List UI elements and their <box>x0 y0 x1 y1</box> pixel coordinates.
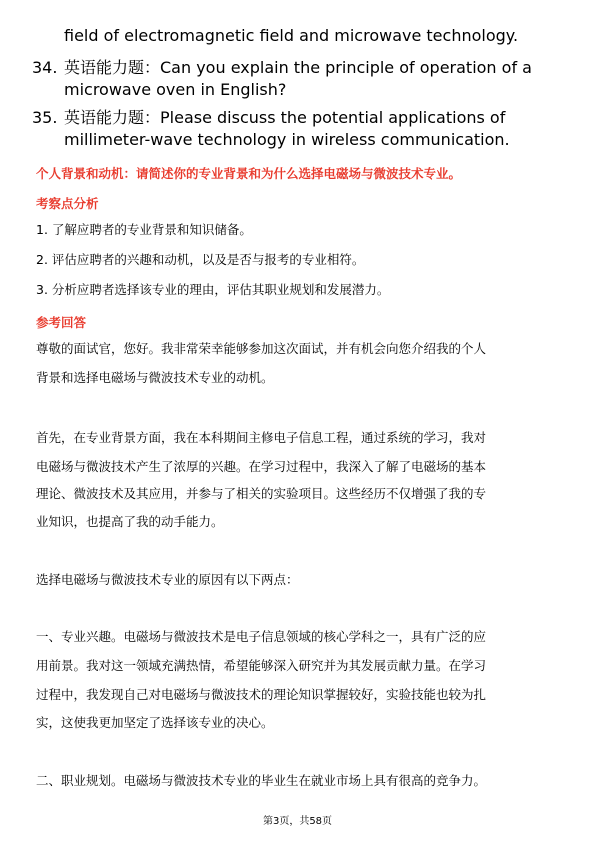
answer-line: 过程中，我发现自己对电磁场与微波技术的理论知识掌握较好，实验技能也较为扎 <box>36 687 487 702</box>
question-34-number: 34. <box>32 58 58 77</box>
answer-line: 电磁场与微波技术产生了浓厚的兴趣。在学习过程中，我深入了解了电磁场的基本 <box>36 459 487 474</box>
section-title: 个人背景和动机：请简述你的专业背景和为什么选择电磁场与微波技术专业。 <box>36 166 462 181</box>
question-35-number: 35. <box>32 108 58 127</box>
answer-line: 背景和选择电磁场与微波技术专业的动机。 <box>36 370 274 385</box>
answer-line: 实，这使我更加坚定了选择该专业的决心。 <box>36 715 274 730</box>
question-35-line1: 英语能力题：Please discuss the potential applications of <box>64 108 506 127</box>
answer-line: 选择电磁场与微波技术专业的原因有以下两点： <box>36 572 299 587</box>
answer-line: 用前景。我对这一领域充满热情，希望能够深入研究并为其发展贡献力量。在学习 <box>36 658 487 673</box>
answer-line: 一、专业兴趣。电磁场与微波技术是电子信息领域的核心学科之一，具有广泛的应 <box>36 629 487 644</box>
analysis-item: 1. 了解应聘者的专业背景和知识储备。 <box>36 222 252 237</box>
answer-line: 首先，在专业背景方面，我在本科期间主修电子信息工程，通过系统的学习，我对 <box>36 430 487 445</box>
answer-heading: 参考回答 <box>36 315 87 330</box>
page-number: 第3页，共58页 <box>262 816 333 827</box>
question-35-line2: millimeter-wave technology in wireless communication. <box>64 130 510 149</box>
question-34-line1: 英语能力题：Can you explain the principle of operation of a <box>64 58 532 77</box>
answer-line: 二、职业规划。电磁场与微波技术专业的毕业生在就业市场上具有很高的竞争力。 <box>36 773 487 788</box>
answer-line: 尊敬的面试官，您好。我非常荣幸能够参加这次面试，并有机会向您介绍我的个人 <box>36 341 487 356</box>
analysis-item: 3. 分析应聘者选择该专业的理由，评估其职业规划和发展潜力。 <box>36 282 390 297</box>
answer-line: 理论、微波技术及其应用，并参与了相关的实验项目。这些经历不仅增强了我的专 <box>36 486 487 501</box>
analysis-heading: 考察点分析 <box>36 196 99 211</box>
question-34-line2: microwave oven in English? <box>64 80 287 99</box>
analysis-item: 2. 评估应聘者的兴趣和动机，以及是否与报考的专业相符。 <box>36 252 365 267</box>
question-continuation: field of electromagnetic field and microwave technology. <box>64 26 519 45</box>
answer-line: 业知识，也提高了我的动手能力。 <box>36 514 224 529</box>
